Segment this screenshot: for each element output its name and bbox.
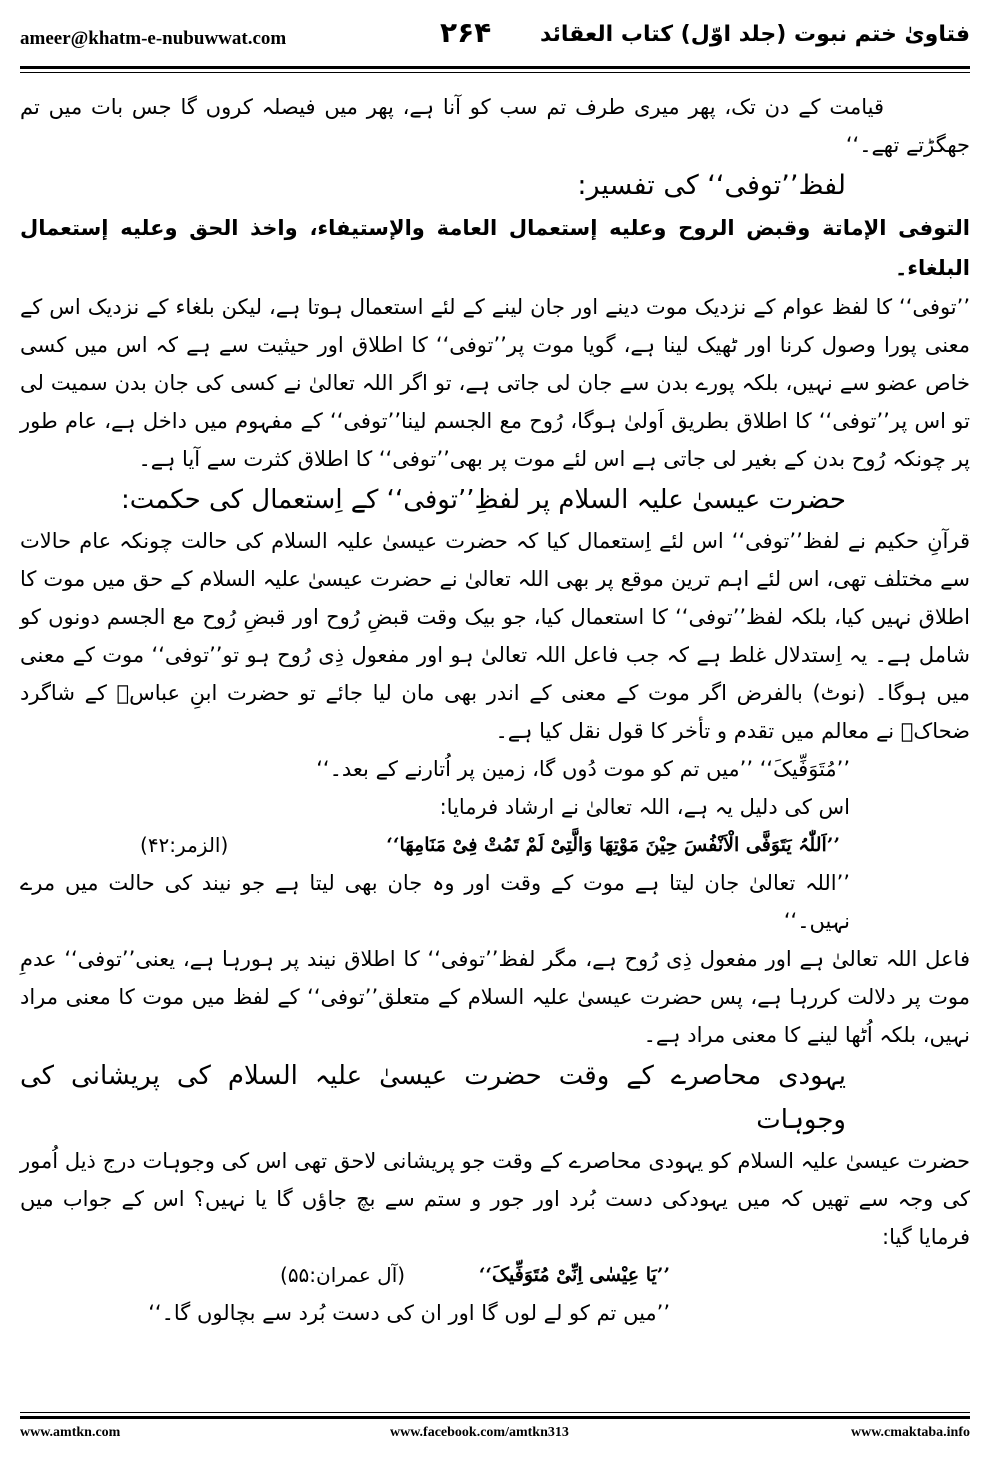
footer-link-cmaktaba[interactable]: www.cmaktaba.info — [850, 1425, 970, 1440]
translation-imran: ’’میں تم کو لے لوں گا اور ان کی دست بُرد سے بچالوں گا۔‘‘ — [148, 1301, 670, 1325]
page-header — [20, 16, 970, 62]
header-rule-thick — [20, 66, 970, 69]
footer-link-facebook[interactable]: www.facebook.com/amtkn313 — [390, 1425, 569, 1440]
quran-verse-zumar — [20, 826, 970, 864]
heading-hikmat: حضرت عیسیٰ علیہ السلام پر لفظِ’’توفی‘‘ کے اِستعمال کی حکمت: — [120, 485, 846, 515]
footer-link-amtkn[interactable]: www.amtkn.com — [20, 1425, 121, 1440]
header-rule-thin — [20, 72, 970, 73]
paragraph-5: فاعل اللہ تعالیٰ ہے اور مفعول ذِی رُوح ہے، مگر لفظ’’توفی‘‘ کا اطلاق نیند پر ہورہا ہے، یعنی’’توفی‘‘ عدمِ موت پر دلالت کررہا ہے، پس حضرت عیسیٰ علیہ السلام کے متعلق’’توفی‘‘ کے لفظ میں موت کا معنی مراد نہیں، بلکہ اُٹھا لینے کا معنی مراد ہے۔ — [20, 947, 970, 1047]
quran-text-imran: ’’یَا عِیْسٰی اِنِّیْ مُتَوَفِّیکَ‘‘ — [478, 1264, 670, 1286]
paragraph-6: حضرت عیسیٰ علیہ السلام کو یہودی محاصرے کے وقت جو پریشانی لاحق تھی اس کی وجوہات درج ذیل اُمور کی وجہ سے تھیں کہ میں یہودکی دست بُرد اور جور و ستم سے بچ جاؤں گا یا نہیں؟ اس کے جواب میں فرمایا گیا: — [20, 1149, 970, 1249]
paragraph-2: ’’توفی‘‘ کا لفظ عوام کے نزدیک موت دینے اور جان لینے کے لئے استعمال ہوتا ہے، لیکن بلغاء کے نزدیک اس کے معنی پورا وصول کرنا اور ٹھیک لینا ہے، گویا موت پر’’توفی‘‘ کا اطلاق اور حیثیت سے ہے کہ اس میں کسی خاص عضو سے نہیں، بلکہ پورے بدن سے جان لی جاتی ہے، تو اگر اللہ تعالیٰ نے کسی کی جان بدن سمیت لی تو اس پر’’توفی‘‘ کا اطلاق بطریق اَولیٰ ہوگا، رُوح مع الجسم لینا’’توفی‘‘ کے مفہوم میں داخل ہے، عام طور پر چونکہ رُوح بدن کے بغیر لی جاتی ہے اس لئے موت پر بھی’’توفی‘‘ کا اطلاق کثرت سے آیا ہے۔ — [20, 295, 970, 471]
book-title: فتاویٰ ختم نبوت (جلد اوّل) کتاب العقائد — [539, 22, 970, 47]
page-body — [20, 88, 970, 1332]
heading-tafsir: لفظ’’توفی‘‘ کی تفسیر: — [577, 170, 846, 201]
quote-mutawaffika: ’’مُتَوَفِّیکَ‘‘ ’’میں تم کو موت دُوں گا، زمین پر اُتارنے کے بعد۔‘‘ — [316, 757, 850, 781]
arabic-definition: التوفی الإماتة وقبض الروح وعلیه إستعمال العامة والإستیفاء، واخذ الحق وعلیه إستعمال البلغاء۔ — [20, 216, 970, 280]
footer-rule-thin — [20, 1412, 970, 1413]
page-number: ۲۶۴ — [440, 16, 492, 49]
verse-reference-zumar: (الزمر:۴۲) — [140, 833, 229, 857]
paragraph-4: اس کی دلیل یہ ہے، اللہ تعالیٰ نے ارشاد فرمایا: — [439, 795, 850, 819]
quran-text-zumar: ’’اَللّٰہُ یَتَوَفَّی الْاَنْفُسَ حِیْنَ مَوْتِهَا وَالَّتِیْ لَمْ تَمُتْ فِیْ مَنَامِهَا‘‘ — [386, 834, 840, 856]
footer-rule-thick — [20, 1416, 970, 1419]
heading-wujuhat: یہودی محاصرے کے وقت حضرت عیسیٰ علیہ السلام کی پریشانی کی وجوہات — [20, 1061, 846, 1135]
header-email: ameer@khatm-e-nubuwwat.com — [20, 28, 287, 49]
translation-zumar: ’’اللہ تعالیٰ جان لیتا ہے موت کے وقت اور وہ جان بھی لیتا ہے جو نیند کی حالت میں مرے نہیں۔‘‘ — [20, 871, 850, 933]
verse-reference-imran: (آل عمران:۵۵) — [280, 1263, 406, 1287]
quran-verse-imran — [20, 1256, 970, 1294]
page-footer — [20, 1425, 970, 1449]
paragraph-1: قیامت کے دن تک، پھر میری طرف تم سب کو آنا ہے، پھر میں فیصلہ کروں گا جس بات میں تم جھگڑتے تھے۔‘‘ — [20, 95, 970, 157]
paragraph-3: قرآنِ حکیم نے لفظ’’توفی‘‘ اس لئے اِستعمال کیا کہ حضرت عیسیٰ علیہ السلام کی حالت چونکہ عام حالات سے مختلف تھی، اس لئے اہم ترین موقع پر بھی اللہ تعالیٰ نے حضرت عیسیٰ علیہ السلام کے حق میں موت کا اطلاق نہیں کیا، بلکہ لفظ’’توفی‘‘ کا استعمال کیا، جو بیک وقت قبضِ رُوح اور قبضِ رُوح مع الجسم دونوں کو شامل ہے۔ یہ اِستدلال غلط ہے کہ جب فاعل اللہ تعالیٰ ہو اور مفعول ذِی رُوح ہو تو’’توفی‘‘ موت کے معنی میں ہوگا۔ (نوٹ) بالفرض اگر موت کے معنی کے اندر بھی مان لیا جائے تو حضرت ابنِ عباسؓ کے شاگرد ضحاکؒ نے معالم میں تقدم و تأخر کا قول نقل کیا ہے۔ — [20, 529, 970, 743]
